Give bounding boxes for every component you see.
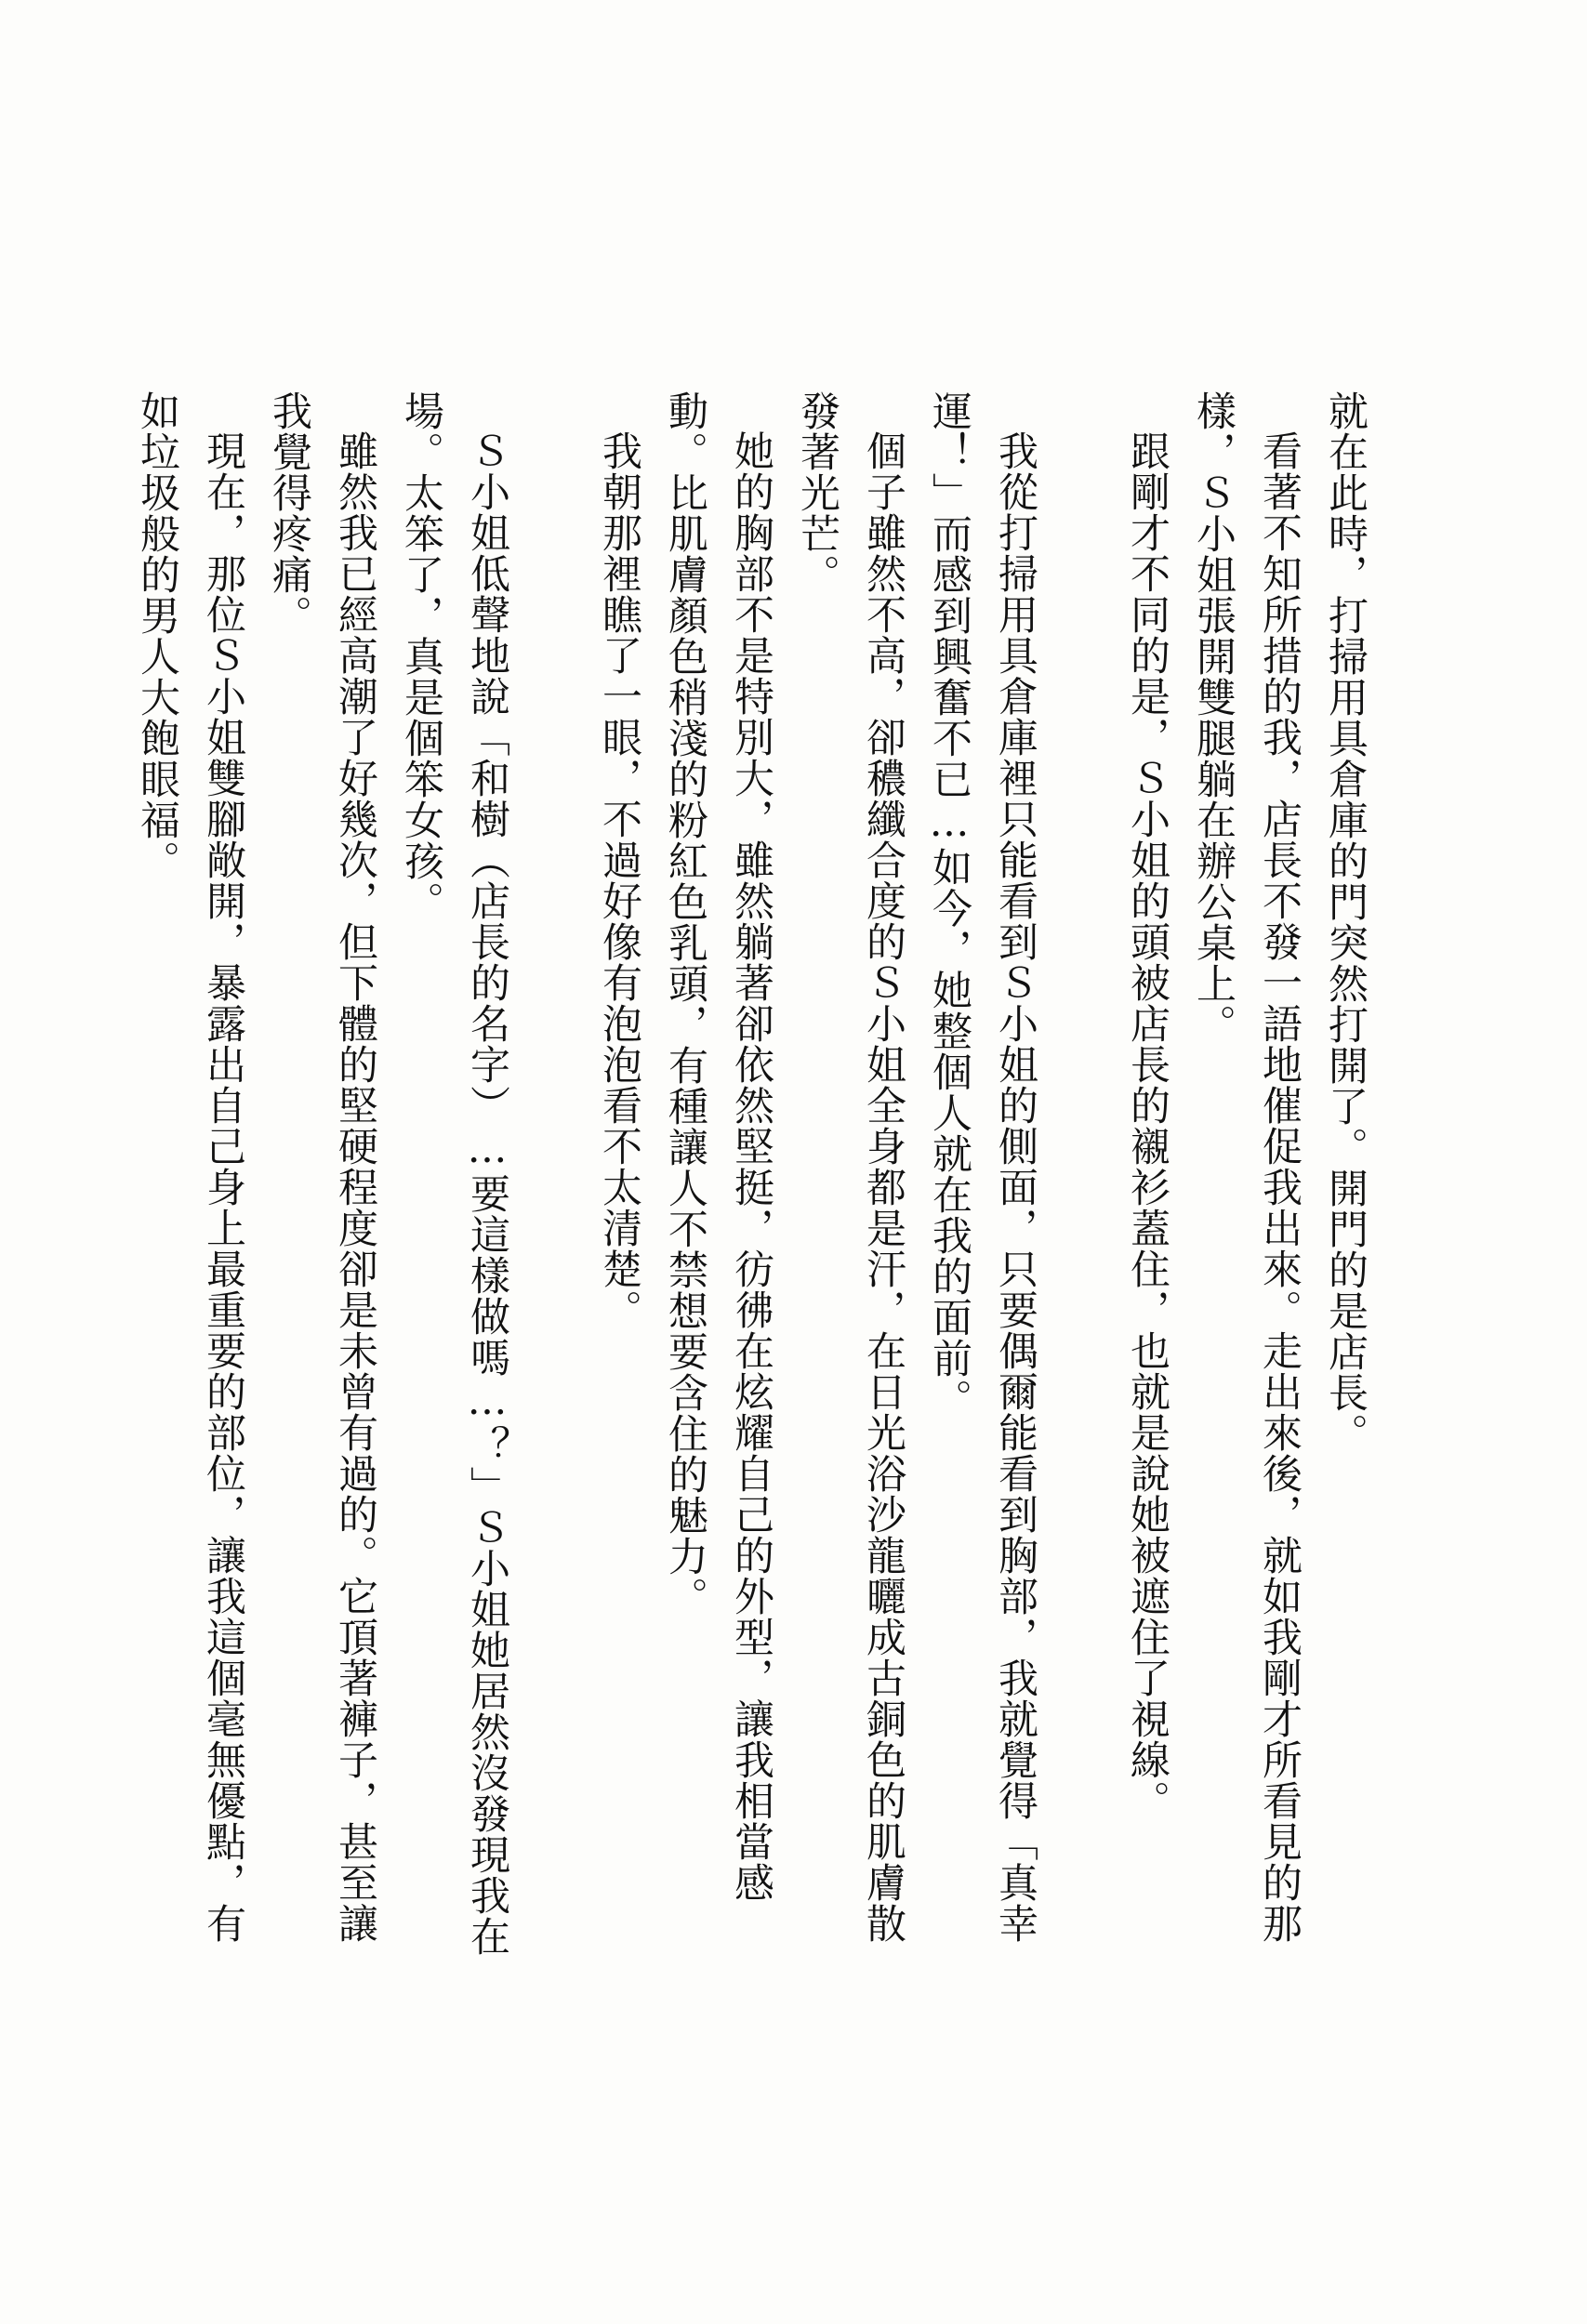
paragraph-5: 個子雖然不高，卻穠纖合度的Ｓ小姐全身都是汗，在日光浴沙龍曬成古銅色的肌膚散發著光芒。 [794, 390, 906, 1944]
paragraph-2: 看著不知所措的我，店長不發一語地催促我出來。走出來後，就如我剛才所看見的那樣，Ｓ小姐張開雙腿躺在辦公桌上。 [1190, 390, 1303, 1944]
paragraph-3: 跟剛才不同的是，Ｓ小姐的頭被店長的襯衫蓋住，也就是說她被遮住了視線。 [1124, 430, 1170, 1821]
paragraph-4: 我從打掃用具倉庫裡只能看到Ｓ小姐的側面，只要偶爾能看到胸部，我就覺得「真幸運！」而感到興奮不已…如今，她整個人就在我的面前。 [926, 390, 1038, 1944]
paragraph-7: 我朝那裡瞧了一眼，不過好像有泡泡看不太清楚。 [596, 430, 642, 1330]
vertical-text-block [124, 390, 1378, 1971]
paragraph-6: 她的胸部不是特別大，雖然躺著卻依然堅挺，彷彿在炫耀自己的外型，讓我相當感動。比肌膚顏色稍淺的粉紅色乳頭，有種讓人不禁想要含住的魅力。 [662, 390, 774, 1903]
paragraph-gap [1048, 390, 1114, 1971]
paragraph-gap [520, 390, 586, 1971]
paragraph-1: 就在此時，打掃用具倉庫的門突然打開了。開門的是店長。 [1322, 390, 1369, 1454]
paragraph-10: 現在，那位Ｓ小姐雙腳敞開，暴露出自己身上最重要的部位，讓我這個毫無優點，有如垃圾般的男人大飽眼福。 [134, 390, 246, 1944]
paragraph-9: 雖然我已經高潮了好幾次，但下體的堅硬程度卻是未曾有過的。它頂著褲子，甚至讓我覺得疼痛。 [266, 390, 378, 1944]
paragraph-8: Ｓ小姐低聲地說「和樹（店長的名字）…要這樣做嗎…？」Ｓ小姐她居然沒發現我在場。太笨了，真是個笨女孩。 [398, 390, 510, 1957]
